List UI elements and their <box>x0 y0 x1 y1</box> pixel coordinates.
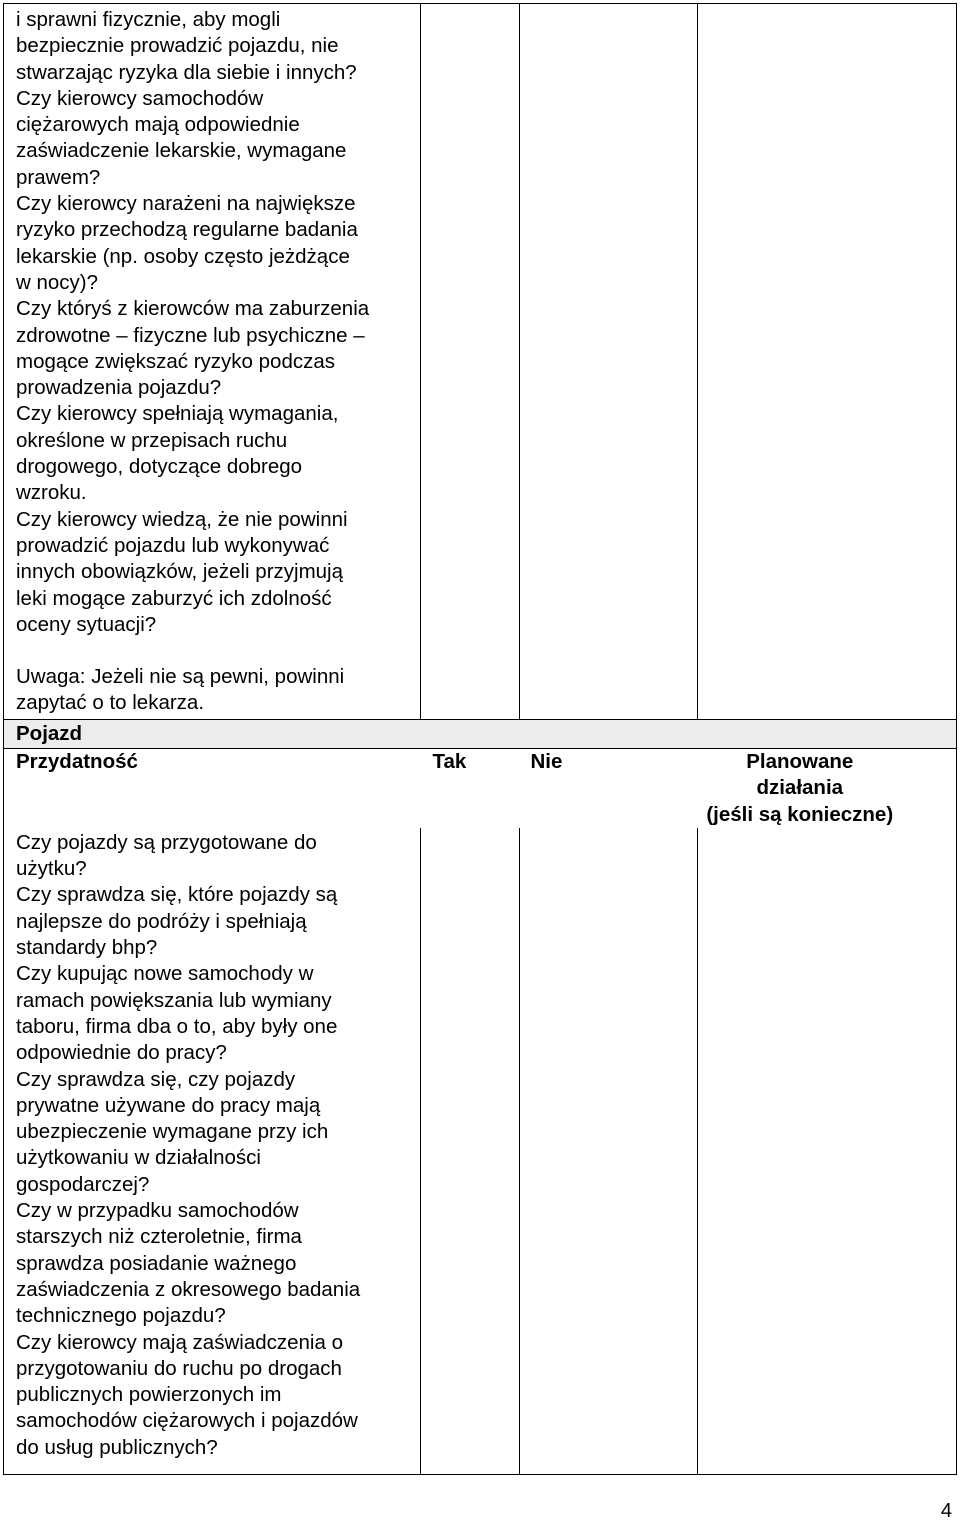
vehicle-questions-cell <box>4 828 421 1475</box>
question-text: Czy w przypadku samochodów starszych niż czteroletnie, firma sprawdza posiadanie ważnego zaświadczenia z okresowego badania technicznego pojazdu? <box>16 1199 361 1328</box>
question-text: Czy kierowcy mają zaświadczenia o przygotowaniu do ruchu po drogach publicznych powierzonych im samochodów ciężarowych i pojazdów do usług publicznych? <box>16 1330 358 1459</box>
category-header: Przydatność <box>4 749 421 828</box>
question-text: Czy któryś z kierowców ma zaburzenia zdrowotne – fizyczne lub psychiczne – mogące zwiększać ryzyko podczas prowadzenia pojazdu? <box>16 297 370 400</box>
no-answer-cell[interactable] <box>520 4 698 720</box>
section-header-row <box>4 720 957 749</box>
checklist-table <box>3 3 957 1475</box>
health-questions-cell <box>4 4 421 720</box>
no-answer-cell[interactable] <box>520 828 698 1475</box>
question-text: i sprawni fizycznie, aby mogli bezpiecznie prowadzić pojazdu, nie stwarzając ryzyka dla siebie i innych? <box>16 8 357 84</box>
question-text: Czy kierowcy wiedzą, że nie powinni prowadzić pojazdu lub wykonywać innych obowiązków, jeżeli przyjmują leki mogące zaburzyć ich zdolność oceny sytuacji? <box>16 507 348 636</box>
vehicle-questions-row <box>4 828 957 1475</box>
question-text: Czy kierowcy narażeni na największe ryzyko przechodzą regularne badania lekarskie (np. osoby często jeżdżące w nocy)? <box>16 192 358 294</box>
actions-header: Planowane działania (jeśli są konieczne) <box>698 749 957 828</box>
health-questions-row <box>4 4 957 720</box>
page-number: 4 <box>940 1500 952 1522</box>
question-text: Czy kupując nowe samochody w ramach powiększania lub wymiany taboru, firma dba o to, aby były one odpowiednie do pracy? <box>16 962 338 1065</box>
section-title: Pojazd <box>4 720 957 749</box>
question-text: Czy sprawdza się, czy pojazdy prywatne używane do pracy mają ubezpieczenie wymagane przy ich użytkowaniu w działalności gospodarczej? <box>16 1067 329 1196</box>
no-header: Nie <box>520 749 698 828</box>
column-header-row <box>4 749 957 828</box>
yes-header: Tak <box>421 749 520 828</box>
yes-answer-cell[interactable] <box>421 828 520 1475</box>
question-text: Czy kierowcy spełniają wymagania, określone w przepisach ruchu drogowego, dotyczące dobrego wzroku. <box>16 402 339 505</box>
question-text: Czy pojazdy są przygotowane do użytku? <box>16 830 317 881</box>
question-text: Czy kierowcy samochodów ciężarowych mają odpowiednie zaświadczenie lekarskie, wymagane prawem? <box>16 86 347 189</box>
note-text: Uwaga: Jeżeli nie są pewni, powinni zapytać o to lekarza. <box>16 665 345 715</box>
yes-answer-cell[interactable] <box>421 4 520 720</box>
question-text: Czy sprawdza się, które pojazdy są najlepsze do podróży i spełniają standardy bhp? <box>16 883 338 960</box>
planned-actions-cell[interactable] <box>698 4 957 720</box>
planned-actions-cell[interactable] <box>698 828 957 1475</box>
